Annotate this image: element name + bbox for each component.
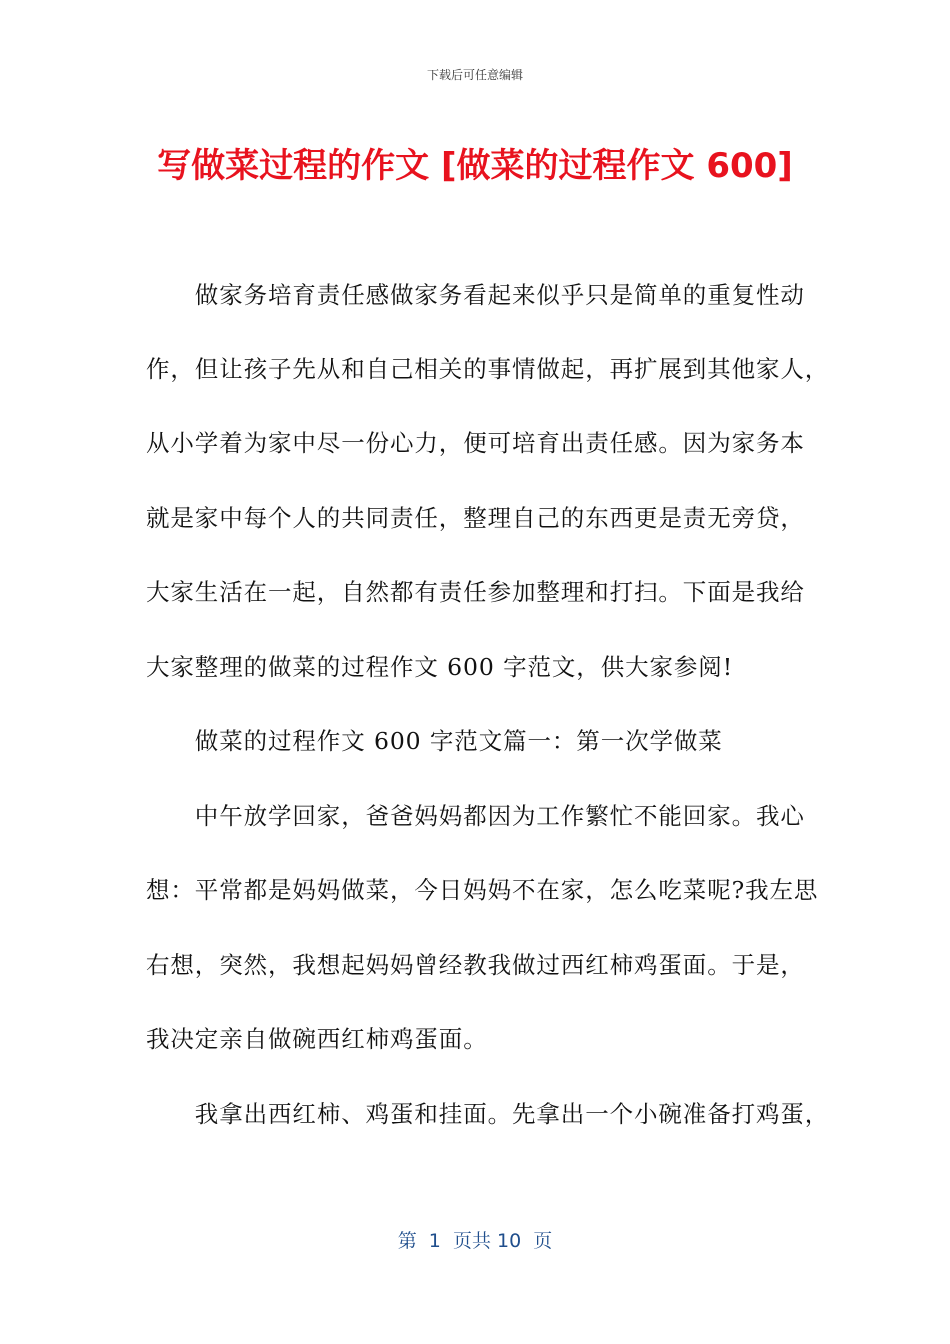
- body-line: 想：平常都是妈妈做菜，今日妈妈不在家，怎么吃菜呢?我左思: [146, 876, 819, 904]
- body-line: 大家整理的做菜的过程作文 600 字范文，供大家参阅!: [146, 653, 734, 681]
- section-heading: 做菜的过程作文 600 字范文篇一：第一次学做菜: [146, 727, 723, 755]
- body-line: 中午放学回家，爸爸妈妈都因为工作繁忙不能回家。我心: [146, 802, 805, 830]
- body-line: 作，但让孩子先从和自己相关的事情做起，再扩展到其他家人，: [146, 355, 830, 383]
- body-line: 大家生活在一起，自然都有责任参加整理和打扫。下面是我给: [146, 578, 805, 606]
- body-line: 从小学着为家中尽一份心力，便可培育出责任感。因为家务本: [146, 429, 805, 457]
- body-line: 做家务培育责任感做家务看起来似乎只是简单的重复性动: [146, 281, 805, 309]
- body-line: 我拿出西红柿、鸡蛋和挂面。先拿出一个小碗准备打鸡蛋，: [146, 1100, 830, 1128]
- page-footer: 第 1 页共 10 页: [397, 1230, 553, 1252]
- body-line: 就是家中每个人的共同责任，整理自己的东西更是责无旁贷，: [146, 504, 805, 532]
- body-line: 右想，突然，我想起妈妈曾经教我做过西红柿鸡蛋面。于是，: [146, 951, 805, 979]
- document-title: 写做菜过程的作文 [做菜的过程作文 600]: [157, 146, 793, 186]
- header-note: 下载后可任意编辑: [426, 68, 523, 82]
- body-line: 我决定亲自做碗西红柿鸡蛋面。: [146, 1025, 488, 1053]
